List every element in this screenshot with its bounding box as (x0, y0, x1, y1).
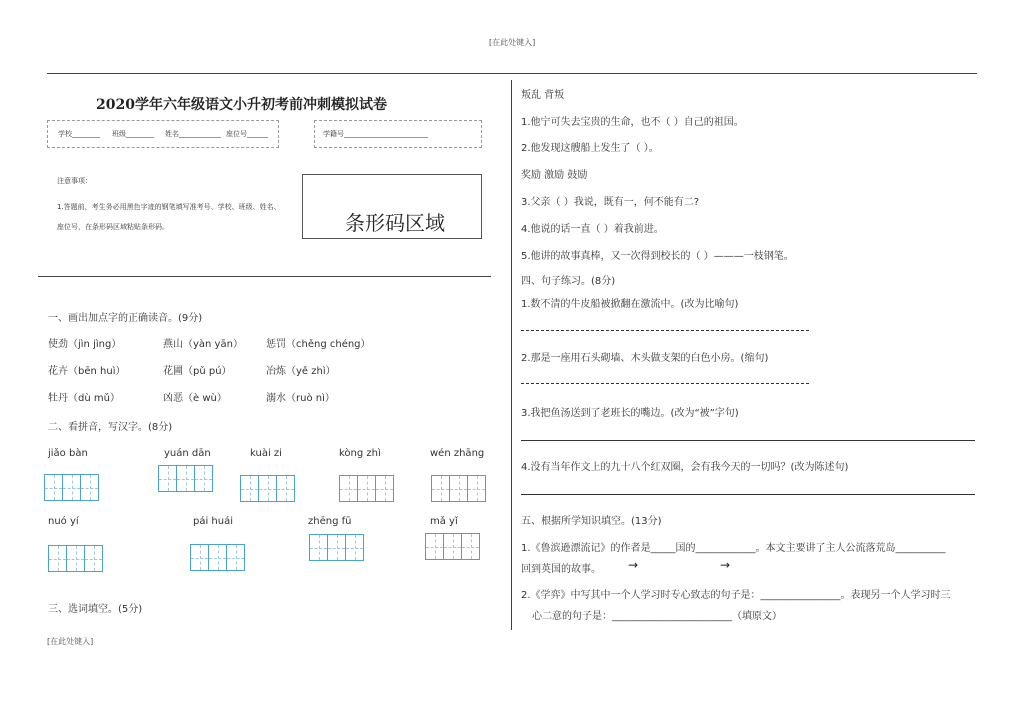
left-section-rule (38, 276, 491, 277)
knowledge-q1: 1.《鲁滨逊漂流记》的作者是_____国的____________。本文主要讲了主人公流落荒岛__________ (521, 543, 946, 554)
s1-item: 凶恶（è wù） (163, 393, 227, 404)
section4-title: 四、句子练习。(8分) (521, 276, 616, 287)
fill-question-3: 3.父亲（ ）我说，既有一，何不能有二? (521, 197, 700, 208)
word-choices-2: 奖励 激励 鼓励 (521, 170, 588, 181)
page-title: 2020学年六年级语文小升初考前冲刺模拟试卷 (96, 97, 387, 113)
section2-title: 二、看拼音，写汉字。(8分) (48, 422, 173, 433)
answer-line[interactable] (521, 383, 809, 384)
writing-grid[interactable] (44, 474, 98, 501)
s1-item: 溺水（ruò nì） (266, 393, 335, 404)
pinyin-label: kuài zi (250, 448, 282, 459)
field-seat: 座位号______ (226, 130, 268, 138)
knowledge-q2-cont: 心二意的句子是：________________________（填原文） (532, 611, 782, 622)
answer-line[interactable] (521, 494, 975, 495)
writing-grid[interactable] (158, 465, 212, 492)
barcode-area (302, 174, 482, 239)
writing-grid[interactable] (425, 533, 479, 560)
sentence-task-2: 2.那是一座用石头砌墙、木头做支架的白色小房。(缩句) (521, 353, 769, 364)
fill-question-5: 5.他讲的故事真棒，又一次得到校长的（ ）———一枝钢笔。 (521, 251, 794, 262)
field-student-id: 学籍号________________________ (323, 130, 428, 138)
writing-grid[interactable] (309, 534, 363, 561)
pinyin-label: kòng zhì (339, 448, 381, 459)
sentence-task-3: 3.我把鱼汤送到了老班长的嘴边。(改为“被”字句) (521, 408, 739, 419)
pinyin-label: pái huái (193, 516, 234, 527)
pinyin-label: nuó yí (48, 516, 79, 527)
header-rule (47, 73, 977, 74)
field-class: 班级________ (112, 130, 154, 138)
arrow-icon: → (628, 558, 639, 572)
s1-item: 燕山（yàn yān） (163, 339, 243, 350)
pinyin-label: yuán dān (164, 448, 211, 459)
s1-item: 惩罚（chěng chéng） (266, 339, 371, 350)
writing-grid[interactable] (339, 475, 393, 502)
writing-grid[interactable] (190, 544, 244, 571)
answer-line[interactable] (521, 330, 809, 331)
section1-title: 一、画出加点字的正确读音。(9分) (48, 313, 203, 324)
s1-item: 花卉（bēn huì） (48, 366, 126, 377)
s1-item: 花圃（pǔ pú） (163, 366, 232, 377)
barcode-label: 条形码区域 (345, 211, 445, 235)
answer-line[interactable] (521, 440, 975, 441)
s1-item: 使劲（jìn jìng） (48, 339, 122, 350)
fill-question-4: 4.他说的话一直（ ）着我前进。 (521, 224, 664, 235)
word-choices-1: 叛乱 背叛 (521, 90, 565, 101)
section5-title: 五、根据所学知识填空。(13分) (521, 516, 662, 527)
pinyin-label: wén zhāng (430, 448, 485, 459)
pinyin-label: zhēng fū (308, 516, 352, 527)
knowledge-q1-cont: 回到英国的故事。 (521, 564, 601, 575)
arrow-icon: → (720, 558, 731, 572)
s1-item: 冶炼（yě zhì） (266, 366, 336, 377)
field-name: 姓名____________ (165, 130, 221, 138)
writing-grid[interactable] (240, 475, 294, 502)
notes-line-2: 座位号，在条形码区域粘贴条形码。 (57, 223, 169, 231)
notes-title: 注意事项： (57, 177, 92, 185)
header-note: [在此处键入] (489, 38, 536, 47)
fill-question-1: 1.他宁可失去宝贵的生命，也不（ ）自己的祖国。 (521, 117, 744, 128)
sentence-task-4: 4.没有当年作文上的九十八个红双圈，会有我今天的一切吗？(改为陈述句) (521, 462, 849, 473)
section3-title: 三、选词填空。(5分) (48, 604, 143, 615)
pinyin-label: jiǎo bàn (48, 448, 88, 459)
pinyin-label: mǎ yǐ (430, 516, 458, 527)
footer-note: [在此处键入] (47, 637, 94, 646)
writing-grid[interactable] (431, 475, 485, 502)
s1-item: 牡丹（dù mǔ） (48, 393, 120, 404)
column-divider (511, 80, 512, 630)
notes-line-1: 1.答题前，考生务必用黑色字迹的钢笔填写准考号、学校、班级、姓名、 (57, 203, 281, 211)
sentence-task-1: 1.数不清的牛皮船被掀翻在激流中。(改为比喻句) (521, 299, 739, 310)
fill-question-2: 2.他发现这艘船上发生了（ ）。 (521, 143, 659, 154)
field-school: 学校________ (58, 130, 100, 138)
knowledge-q2: 2.《学弈》中写其中一个人学习时专心致志的句子是：________________。表现另一个人学习时三 (521, 590, 951, 601)
writing-grid[interactable] (48, 545, 102, 572)
